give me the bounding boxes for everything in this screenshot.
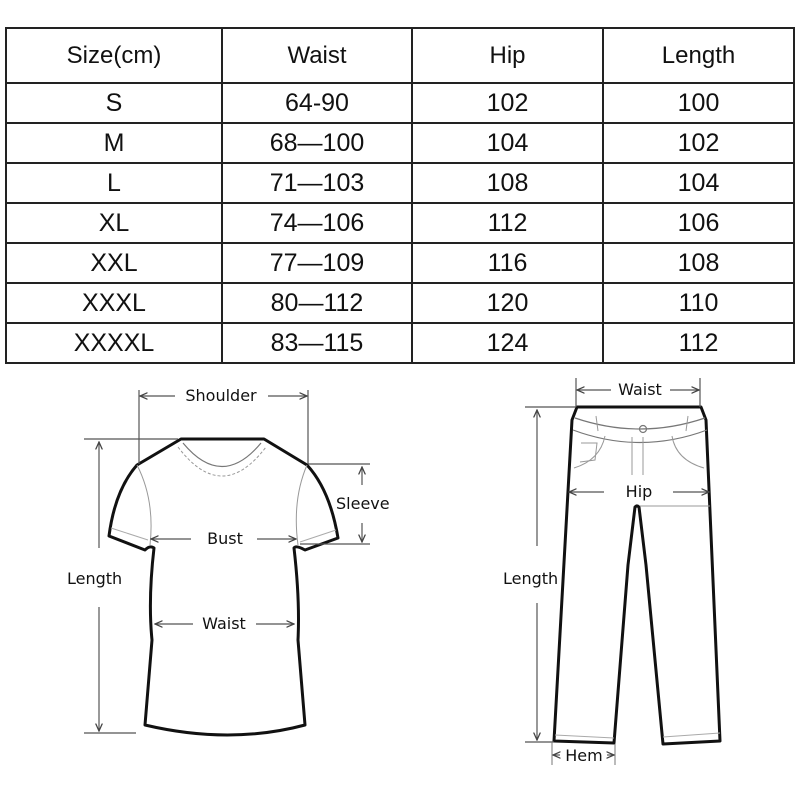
cell-size: XXXXL bbox=[6, 323, 222, 363]
cell-size: XXL bbox=[6, 243, 222, 283]
cell-waist: 71—103 bbox=[222, 163, 412, 203]
cell-length: 104 bbox=[603, 163, 794, 203]
tshirt-outline bbox=[109, 439, 338, 735]
label-hip: Hip bbox=[625, 482, 653, 501]
label-pants-waist: Waist bbox=[618, 380, 662, 399]
cell-length: 112 bbox=[603, 323, 794, 363]
cell-size: S bbox=[6, 83, 222, 123]
cell-waist: 68—100 bbox=[222, 123, 412, 163]
cell-hip: 102 bbox=[412, 83, 603, 123]
tshirt-diagram bbox=[67, 386, 390, 735]
label-sleeve: Sleeve bbox=[336, 494, 390, 513]
pants-outline bbox=[554, 407, 720, 744]
cell-hip: 116 bbox=[412, 243, 603, 283]
label-length: Length bbox=[67, 569, 123, 588]
header-size: Size(cm) bbox=[6, 28, 222, 83]
header-hip: Hip bbox=[412, 28, 603, 83]
cell-hip: 120 bbox=[412, 283, 603, 323]
cell-size: XXXL bbox=[6, 283, 222, 323]
cell-size: XL bbox=[6, 203, 222, 243]
cell-waist: 80—112 bbox=[222, 283, 412, 323]
label-shoulder: Shoulder bbox=[185, 386, 257, 405]
cell-hip: 124 bbox=[412, 323, 603, 363]
label-waist: Waist bbox=[202, 614, 246, 633]
cell-size: L bbox=[6, 163, 222, 203]
header-length: Length bbox=[603, 28, 794, 83]
label-pants-length: Length bbox=[503, 569, 559, 588]
label-hem: Hem bbox=[565, 746, 603, 765]
cell-length: 102 bbox=[603, 123, 794, 163]
cell-hip: 108 bbox=[412, 163, 603, 203]
cell-length: 106 bbox=[603, 203, 794, 243]
label-bust: Bust bbox=[207, 529, 243, 548]
cell-hip: 104 bbox=[412, 123, 603, 163]
cell-hip: 112 bbox=[412, 203, 603, 243]
cell-waist: 74—106 bbox=[222, 203, 412, 243]
cell-length: 100 bbox=[603, 83, 794, 123]
header-waist: Waist bbox=[222, 28, 412, 83]
pants-diagram bbox=[503, 378, 720, 765]
cell-length: 110 bbox=[603, 283, 794, 323]
cell-waist: 64-90 bbox=[222, 83, 412, 123]
cell-length: 108 bbox=[603, 243, 794, 283]
cell-waist: 83—115 bbox=[222, 323, 412, 363]
cell-size: M bbox=[6, 123, 222, 163]
cell-waist: 77—109 bbox=[222, 243, 412, 283]
